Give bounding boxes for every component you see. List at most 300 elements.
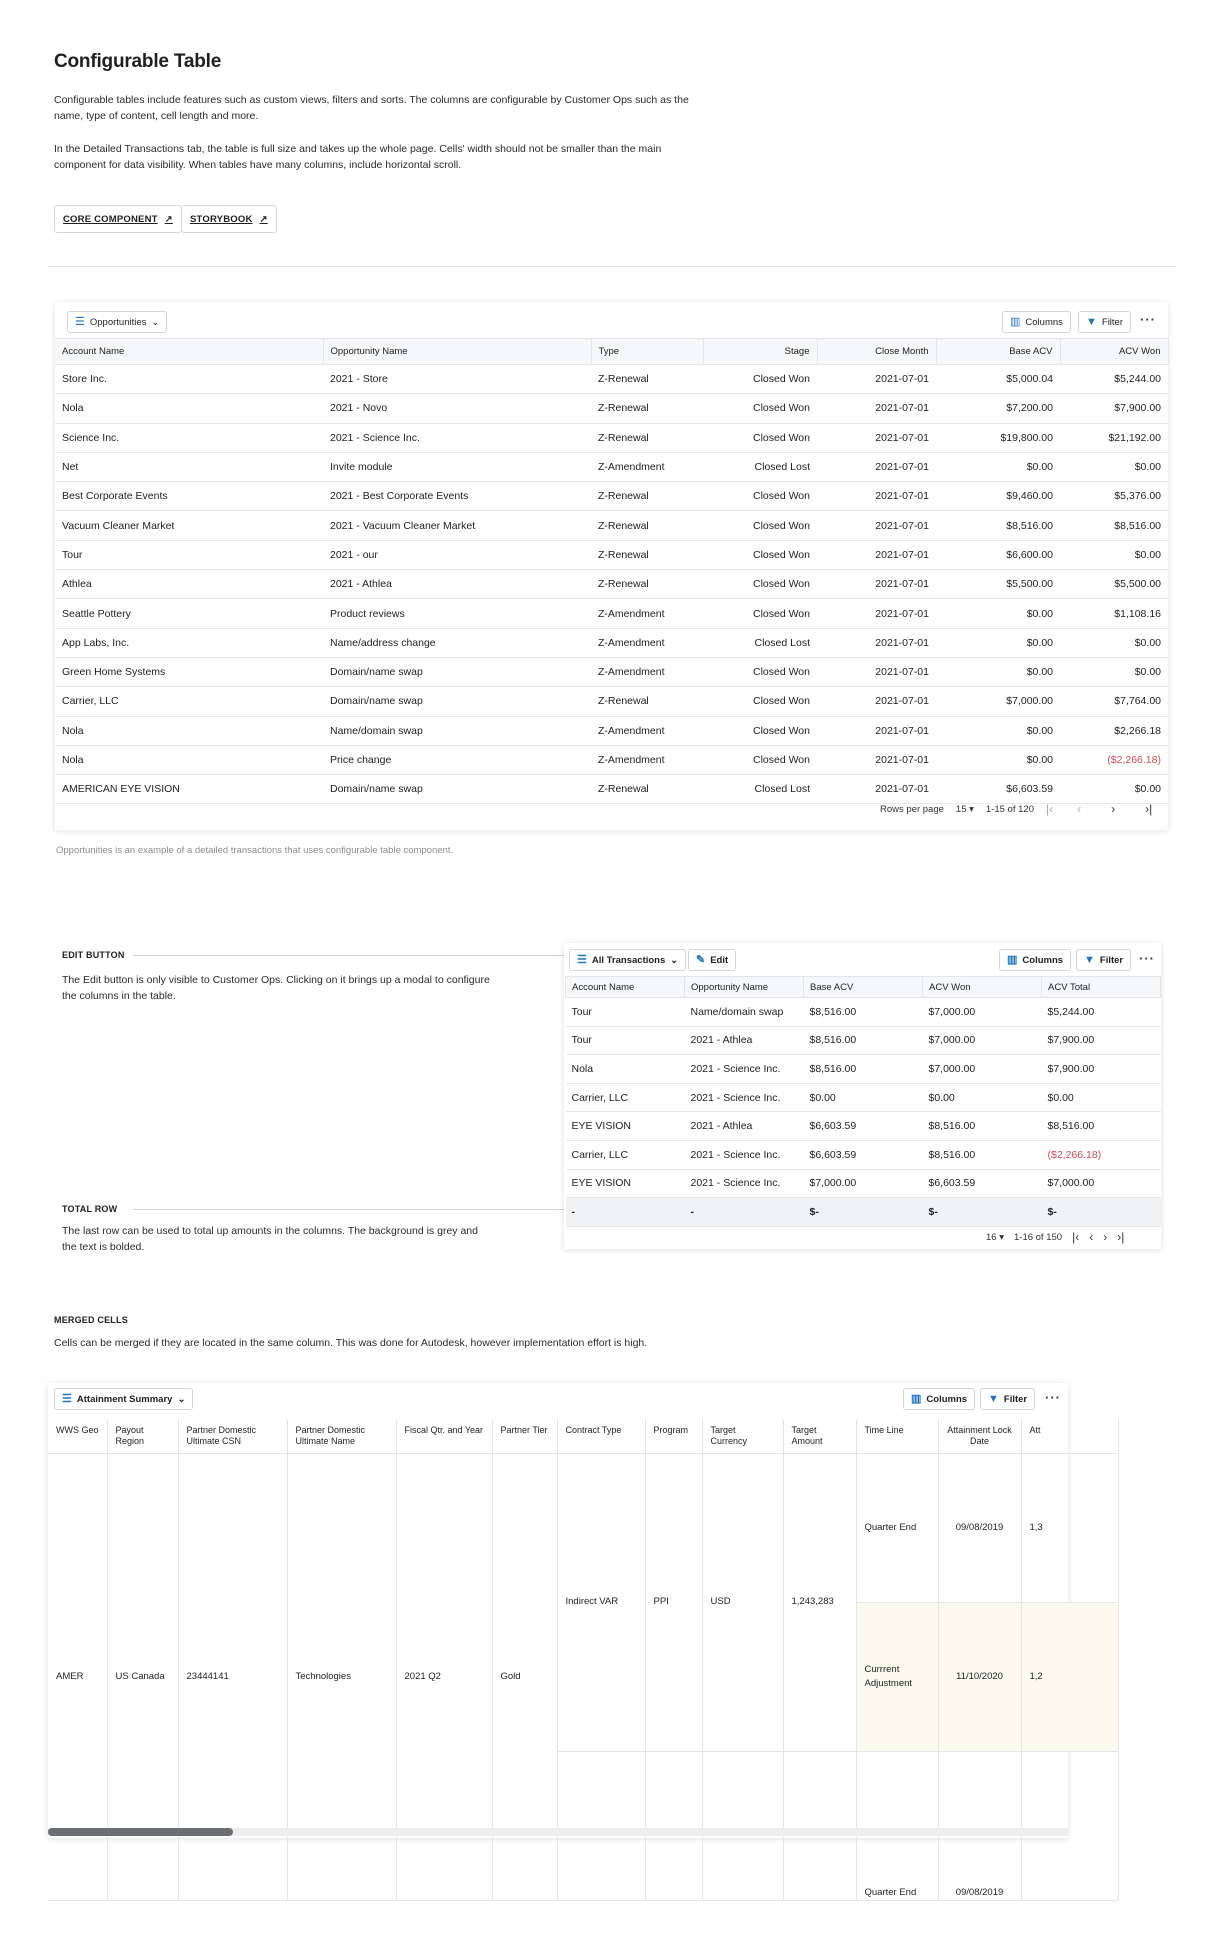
att-cell: 1,2	[1021, 1602, 1118, 1751]
table-row	[48, 1453, 1118, 1602]
timeline-cell: Quarter End	[856, 1751, 938, 1900]
view-label: All Transactions	[591, 954, 666, 966]
table-cell: $0.00	[923, 1083, 1042, 1112]
table-cell: $5,500.00	[936, 570, 1060, 599]
table-cell: Z-Amendment	[591, 452, 703, 481]
table-cell: $7,764.00	[1060, 687, 1168, 716]
table-cell: 2021-07-01	[817, 511, 936, 540]
col-close-month[interactable]: Close Month	[817, 339, 936, 365]
table-cell: 2021-07-01	[817, 452, 936, 481]
table-cell: AMERICAN EYE VISION	[55, 775, 323, 804]
col-fiscal-qtr[interactable]: Fiscal Qtr. and Year	[396, 1419, 492, 1453]
columns-label: Columns	[1025, 316, 1063, 328]
table-cell: $6,603.59	[804, 1140, 923, 1169]
col-partner-name[interactable]: Partner Domestic Ultimate Name	[287, 1419, 396, 1453]
pagination	[880, 802, 1152, 816]
table-cell: $1,108.16	[1060, 599, 1168, 628]
table-cell: 2021 - our	[323, 540, 591, 569]
edit-label: Edit	[710, 954, 729, 966]
table-cell: Closed Won	[703, 394, 817, 423]
table-cell: Closed Won	[703, 511, 817, 540]
table-cell: EYE VISION	[566, 1169, 685, 1198]
col-partner-tier[interactable]: Partner Tier	[492, 1419, 557, 1453]
last-page-icon[interactable]: ›|	[1117, 1230, 1125, 1244]
table-cell: Closed Lost	[703, 452, 817, 481]
table-row[interactable]	[55, 394, 1168, 423]
external-link-icon: ↗	[164, 213, 173, 225]
divider	[48, 266, 1176, 267]
table-cell: Name/address change	[323, 628, 591, 657]
more-icon[interactable]: ···	[1045, 1390, 1061, 1405]
table-cell: $5,244.00	[1042, 998, 1161, 1027]
table-cell: 2021 - Athlea	[323, 570, 591, 599]
table-cell: Green Home Systems	[55, 657, 323, 686]
table-cell: $7,000.00	[1042, 1169, 1161, 1198]
table-cell: Nola	[55, 745, 323, 774]
last-page-icon[interactable]: ›|	[1145, 802, 1153, 816]
geo-cell: AMER	[48, 1453, 107, 1900]
table-cell: Closed Won	[703, 540, 817, 569]
list-icon: ☰	[75, 315, 85, 328]
table-row[interactable]	[566, 1026, 1161, 1055]
table-cell: $8,516.00	[804, 998, 923, 1027]
table-cell: $5,244.00	[1060, 365, 1168, 394]
table-cell: $6,603.59	[936, 775, 1060, 804]
table-cell: Z-Amendment	[591, 745, 703, 774]
edit-button-text: The Edit button is only visible to Customer Ops. Clicking on it brings up a modal to configure the columns in the table.	[62, 974, 490, 1002]
horizontal-scrollbar-thumb[interactable]	[48, 1828, 233, 1836]
table-cell: Z-Amendment	[591, 599, 703, 628]
table-cell: $7,900.00	[1042, 1026, 1161, 1055]
table-cell: Name/domain swap	[685, 998, 804, 1027]
table-cell: 2021 - Store	[323, 365, 591, 394]
table-cell: $7,200.00	[936, 394, 1060, 423]
table-cell: $2,266.18	[1060, 716, 1168, 745]
table-row[interactable]	[566, 998, 1161, 1027]
table-cell: Closed Won	[703, 423, 817, 452]
col-base-acv[interactable]: Base ACV	[804, 977, 923, 998]
table-cell: ($2,266.18)	[1060, 745, 1168, 774]
table-cell: 2021 - Science Inc.	[685, 1169, 804, 1198]
col-payout-region[interactable]: Payout Region	[107, 1419, 178, 1453]
table-cell: $9,460.00	[936, 482, 1060, 511]
col-target-amount[interactable]: Target Amount	[783, 1419, 856, 1453]
tier-cell: Gold	[492, 1453, 557, 1900]
transactions-table	[565, 976, 1161, 1227]
table-row[interactable]	[55, 452, 1168, 481]
filter-icon: ▼	[1086, 315, 1097, 328]
total-row	[566, 1198, 1161, 1227]
table-row[interactable]	[55, 745, 1168, 774]
table-cell: Domain/name swap	[323, 775, 591, 804]
table-cell: Closed Won	[703, 687, 817, 716]
table-cell: 2021-07-01	[817, 657, 936, 686]
table-row[interactable]	[55, 570, 1168, 599]
columns-button[interactable]	[903, 1388, 975, 1410]
table-caption: Opportunities is an example of a detailed transactions that uses configurable table component.	[56, 845, 454, 856]
table-cell: Invite module	[323, 452, 591, 481]
table-cell: EYE VISION	[566, 1112, 685, 1141]
table-cell: $6,603.59	[804, 1112, 923, 1141]
list-icon: ☰	[577, 953, 587, 966]
table-row[interactable]	[55, 687, 1168, 716]
table-cell: 2021 - Best Corporate Events	[323, 482, 591, 511]
table-row[interactable]	[55, 540, 1168, 569]
intro-text: Configurable tables include features such as custom views, filters and sorts. The columns are configurable by Customer Ops such as the name, type of content, cell length and more.	[54, 94, 689, 122]
lock-date-cell: 11/10/2020	[938, 1602, 1021, 1751]
table-cell: Z-Renewal	[591, 423, 703, 452]
table-cell: 2021-07-01	[817, 775, 936, 804]
total-cell: $-	[804, 1198, 923, 1227]
table-cell: Domain/name swap	[323, 687, 591, 716]
total-cell: -	[685, 1198, 804, 1227]
columns-button[interactable]	[1002, 311, 1071, 333]
col-account-name[interactable]: Account Name	[55, 339, 323, 365]
intro-text-2: In the Detailed Transactions tab, the table is full size and takes up the whole page. Cells' width should not be smaller than the main component for data visibility. When tables have many columns, include horizontal scroll.	[54, 143, 662, 171]
table-cell: $0.00	[1060, 628, 1168, 657]
table-cell: Carrier, LLC	[55, 687, 323, 716]
view-dropdown[interactable]	[54, 1388, 193, 1410]
table-cell: 2021-07-01	[817, 540, 936, 569]
table-cell: $5,000.04	[936, 365, 1060, 394]
table-cell: 2021-07-01	[817, 570, 936, 599]
table-header-row	[48, 1419, 1118, 1453]
opportunities-table	[55, 338, 1169, 804]
table-cell: 2021 - Science Inc.	[323, 423, 591, 452]
table-cell: Science Inc.	[55, 423, 323, 452]
table-cell: Closed Won	[703, 599, 817, 628]
table-cell: $8,516.00	[923, 1112, 1042, 1141]
total-cell: $-	[1042, 1198, 1161, 1227]
table-cell: Price change	[323, 745, 591, 774]
rows-per-page-value: 15	[955, 803, 967, 815]
col-account-name[interactable]: Account Name	[566, 977, 685, 998]
table-cell: Nola	[55, 716, 323, 745]
merged-cells-label: MERGED CELLS	[54, 1315, 128, 1325]
amount-cell: 1,243,283	[783, 1453, 856, 1751]
core-component-label: CORE COMPONENT	[63, 213, 158, 225]
columns-label: Columns	[926, 1393, 968, 1405]
table-cell: $5,376.00	[1060, 482, 1168, 511]
view-label: Opportunities	[89, 316, 147, 328]
att-cell: 1,3	[1021, 1453, 1118, 1602]
table-cell: Athlea	[55, 570, 323, 599]
table-cell: 2021-07-01	[817, 394, 936, 423]
table-cell: Store Inc.	[55, 365, 323, 394]
program-cell	[645, 1751, 702, 1900]
contract-cell	[557, 1751, 645, 1900]
table-cell: ($2,266.18)	[1042, 1140, 1161, 1169]
filter-label: Filter	[1003, 1393, 1028, 1405]
rows-per-page-value: 16	[986, 1231, 997, 1243]
table-cell: $8,516.00	[1060, 511, 1168, 540]
col-target-currency[interactable]: Target Currency	[702, 1419, 783, 1453]
table-cell: Z-Renewal	[591, 775, 703, 804]
col-lock-date[interactable]: Attainment Lock Date	[938, 1419, 1021, 1453]
total-pointer-line	[133, 1209, 564, 1210]
filter-button[interactable]	[1076, 949, 1131, 971]
external-link-icon: ↗	[259, 213, 268, 225]
table-cell: Closed Won	[703, 482, 817, 511]
table-row[interactable]	[566, 1169, 1161, 1198]
total-row-text: The last row can be used to total up amounts in the columns. The background is grey and the text is bolded.	[62, 1225, 478, 1253]
table-row[interactable]	[55, 599, 1168, 628]
col-acv-won[interactable]: ACV Won	[1060, 339, 1168, 365]
table-cell: $0.00	[936, 745, 1060, 774]
col-opportunity-name[interactable]: Opportunity Name	[685, 977, 804, 998]
filter-button[interactable]	[1078, 311, 1131, 333]
table-cell: Z-Renewal	[591, 511, 703, 540]
prev-page-icon[interactable]: ‹	[1077, 802, 1082, 816]
table-row[interactable]	[566, 1112, 1161, 1141]
chevron-down-icon: ⌄	[151, 316, 160, 328]
table-header-row	[55, 339, 1168, 365]
table-cell: $8,516.00	[804, 1026, 923, 1055]
table-row[interactable]	[566, 1140, 1161, 1169]
table-cell: Z-Amendment	[591, 657, 703, 686]
table-cell: Z-Renewal	[591, 687, 703, 716]
table-row[interactable]	[55, 365, 1168, 394]
table-cell: 2021-07-01	[817, 745, 936, 774]
merged-cells-text: Cells can be merged if they are located in the same column. This was done for Autodesk, however implementation effort is high.	[54, 1337, 648, 1349]
table-cell: Closed Lost	[703, 775, 817, 804]
columns-label: Columns	[1022, 954, 1064, 966]
table-cell: Closed Won	[703, 716, 817, 745]
currency-cell: USD	[702, 1453, 783, 1751]
table-cell: App Labs, Inc.	[55, 628, 323, 657]
table-cell: Closed Won	[703, 365, 817, 394]
table-cell: 2021 - Science Inc.	[685, 1140, 804, 1169]
caret-down-icon: ▾	[969, 803, 974, 815]
columns-icon: ▥	[911, 1392, 922, 1405]
col-program[interactable]: Program	[645, 1419, 702, 1453]
table-cell: $7,900.00	[1060, 394, 1168, 423]
table-cell: Z-Renewal	[591, 365, 703, 394]
table-cell: 2021-07-01	[817, 687, 936, 716]
table-cell: 2021 - Science Inc.	[685, 1083, 804, 1112]
caret-down-icon: ▾	[999, 1231, 1004, 1243]
table-cell: $0.00	[936, 452, 1060, 481]
table-row[interactable]	[55, 511, 1168, 540]
table-cell: $7,000.00	[923, 1026, 1042, 1055]
table-cell: $0.00	[936, 628, 1060, 657]
table-cell: 2021-07-01	[817, 628, 936, 657]
edit-pointer-line	[133, 955, 564, 956]
table-cell: Z-Renewal	[591, 540, 703, 569]
col-type[interactable]: Type	[591, 339, 703, 365]
table-cell: $19,800.00	[936, 423, 1060, 452]
page-range: 1-15 of 120	[985, 803, 1034, 815]
table-cell: Closed Lost	[703, 628, 817, 657]
table-cell: $0.00	[1060, 775, 1168, 804]
table-cell: Carrier, LLC	[566, 1083, 685, 1112]
timeline-cell: Currrent Adjustment	[856, 1602, 938, 1751]
col-stage[interactable]: Stage	[703, 339, 817, 365]
table-row[interactable]	[55, 775, 1168, 804]
table-row[interactable]	[55, 628, 1168, 657]
table-cell: $0.00	[936, 657, 1060, 686]
col-att[interactable]: Att	[1021, 1419, 1118, 1453]
col-opportunity-name[interactable]: Opportunity Name	[323, 339, 591, 365]
fiscal-cell: 2021 Q2	[396, 1453, 492, 1900]
pagination	[986, 1230, 1124, 1244]
prev-page-icon[interactable]: ‹	[1089, 1230, 1094, 1244]
table-row[interactable]	[566, 1083, 1161, 1112]
view-label: Attainment Summary	[76, 1393, 173, 1405]
table-cell: $0.00	[936, 716, 1060, 745]
amount-cell	[783, 1751, 856, 1900]
col-contract-type[interactable]: Contract Type	[557, 1419, 645, 1453]
table-cell: 2021 - Novo	[323, 394, 591, 423]
chevron-down-icon: ⌄	[670, 954, 679, 966]
table-cell: $5,500.00	[1060, 570, 1168, 599]
total-cell: $-	[923, 1198, 1042, 1227]
table-cell: Product reviews	[323, 599, 591, 628]
rows-per-page-label: Rows per page	[880, 803, 944, 815]
table-cell: 2021 - Science Inc.	[685, 1055, 804, 1084]
name-cell: Technologies	[287, 1453, 396, 1900]
table-cell: Z-Amendment	[591, 716, 703, 745]
first-page-icon[interactable]: |‹	[1045, 802, 1054, 816]
table-cell: Z-Renewal	[591, 394, 703, 423]
columns-button[interactable]	[999, 949, 1071, 971]
first-page-icon[interactable]: |‹	[1072, 1230, 1080, 1244]
core-component-link[interactable]	[54, 205, 182, 233]
table-header-row	[566, 977, 1161, 998]
table-cell: $6,603.59	[923, 1169, 1042, 1198]
table-cell: Tour	[55, 540, 323, 569]
table-cell: 2021 - Athlea	[685, 1026, 804, 1055]
table-cell: Domain/name swap	[323, 657, 591, 686]
page-range: 1-16 of 150	[1014, 1231, 1063, 1243]
col-acv-won[interactable]: ACV Won	[923, 977, 1042, 998]
table-row[interactable]	[55, 482, 1168, 511]
more-icon[interactable]: ···	[1139, 951, 1155, 966]
table-cell: Z-Renewal	[591, 570, 703, 599]
table-cell: Name/domain swap	[323, 716, 591, 745]
table-cell: $6,600.00	[936, 540, 1060, 569]
att-cell	[1021, 1751, 1118, 1900]
table-row[interactable]	[55, 423, 1168, 452]
table-cell: $7,000.00	[923, 1055, 1042, 1084]
storybook-label: STORYBOOK	[190, 213, 253, 225]
contract-cell: Indirect VAR	[557, 1453, 645, 1751]
table-cell: $0.00	[804, 1083, 923, 1112]
more-icon[interactable]: ···	[1140, 312, 1156, 327]
columns-icon: ▥	[1007, 953, 1018, 966]
table-cell: Closed Won	[703, 657, 817, 686]
table-cell: Closed Won	[703, 570, 817, 599]
table-cell: $7,000.00	[936, 687, 1060, 716]
table-cell: $8,516.00	[1042, 1112, 1161, 1141]
table-cell: Z-Amendment	[591, 628, 703, 657]
csn-cell: 23444141	[178, 1453, 287, 1900]
table-cell: Vacuum Cleaner Market	[55, 511, 323, 540]
table-cell: Nola	[55, 394, 323, 423]
chevron-down-icon: ⌄	[177, 1393, 186, 1405]
table-cell: 2021 - Vacuum Cleaner Market	[323, 511, 591, 540]
page-title: Configurable Table	[54, 51, 222, 72]
table-cell: $8,516.00	[936, 511, 1060, 540]
col-partner-csn[interactable]: Partner Domestic Ultimate CSN	[178, 1419, 287, 1453]
col-time-line[interactable]: Time Line	[856, 1419, 938, 1453]
rows-per-page-select[interactable]	[956, 804, 974, 815]
table-cell: 2021-07-01	[817, 599, 936, 628]
table-cell: Net	[55, 452, 323, 481]
table-cell: $0.00	[1042, 1083, 1161, 1112]
total-cell: -	[566, 1198, 685, 1227]
table-cell: $0.00	[1060, 452, 1168, 481]
columns-icon: ▥	[1010, 315, 1021, 328]
edit-button[interactable]	[688, 949, 736, 971]
table-cell: $7,900.00	[1042, 1055, 1161, 1084]
view-dropdown[interactable]	[67, 311, 167, 333]
lock-date-cell: 09/08/2019	[938, 1453, 1021, 1602]
table-cell: Tour	[566, 1026, 685, 1055]
table-row[interactable]	[55, 657, 1168, 686]
filter-icon: ▼	[988, 1392, 999, 1405]
next-page-icon[interactable]: ›	[1111, 802, 1116, 816]
timeline-cell: Quarter End	[856, 1453, 938, 1602]
edit-button-label: EDIT BUTTON	[62, 950, 125, 960]
view-dropdown[interactable]	[569, 949, 686, 971]
table-cell: 2021-07-01	[817, 365, 936, 394]
filter-label: Filter	[1099, 954, 1124, 966]
table-cell: Seattle Pottery	[55, 599, 323, 628]
lock-date-cell: 09/08/2019	[938, 1751, 1021, 1900]
table-cell: $8,516.00	[923, 1140, 1042, 1169]
table-cell: $21,192.00	[1060, 423, 1168, 452]
table-cell: $7,000.00	[804, 1169, 923, 1198]
attainment-table-card	[48, 1383, 1068, 1898]
col-wws-geo[interactable]: WWS Geo	[48, 1419, 107, 1453]
table-cell: $8,516.00	[804, 1055, 923, 1084]
filter-button[interactable]	[980, 1388, 1035, 1410]
region-cell: US Canada	[107, 1453, 178, 1900]
filter-icon: ▼	[1084, 953, 1095, 966]
col-base-acv[interactable]: Base ACV	[936, 339, 1060, 365]
storybook-link[interactable]	[181, 205, 277, 233]
table-cell: 2021-07-01	[817, 482, 936, 511]
table-cell: Closed Won	[703, 745, 817, 774]
table-row[interactable]	[55, 716, 1168, 745]
table-cell: 2021-07-01	[817, 423, 936, 452]
table-row[interactable]	[566, 1055, 1161, 1084]
table-cell: $0.00	[1060, 657, 1168, 686]
currency-cell	[702, 1751, 783, 1900]
total-row-label: TOTAL ROW	[62, 1204, 118, 1214]
pencil-icon: ✎	[696, 953, 706, 966]
table-cell: $0.00	[936, 599, 1060, 628]
table-cell: Carrier, LLC	[566, 1140, 685, 1169]
col-acv-total[interactable]: ACV Total	[1042, 977, 1161, 998]
table-cell: Z-Renewal	[591, 482, 703, 511]
next-page-icon[interactable]: ›	[1103, 1230, 1108, 1244]
table-cell: $0.00	[1060, 540, 1168, 569]
program-cell: PPI	[645, 1453, 702, 1751]
table-cell: 2021 - Athlea	[685, 1112, 804, 1141]
table-cell: Best Corporate Events	[55, 482, 323, 511]
table-cell: Nola	[566, 1055, 685, 1084]
list-icon: ☰	[62, 1392, 72, 1405]
filter-label: Filter	[1101, 316, 1124, 328]
table-cell: Tour	[566, 998, 685, 1027]
opportunities-table-card	[55, 302, 1168, 830]
transactions-table-card	[564, 943, 1161, 1249]
table-cell: 2021-07-01	[817, 716, 936, 745]
table-cell: $7,000.00	[923, 998, 1042, 1027]
rows-per-page-select[interactable]	[986, 1232, 1004, 1243]
